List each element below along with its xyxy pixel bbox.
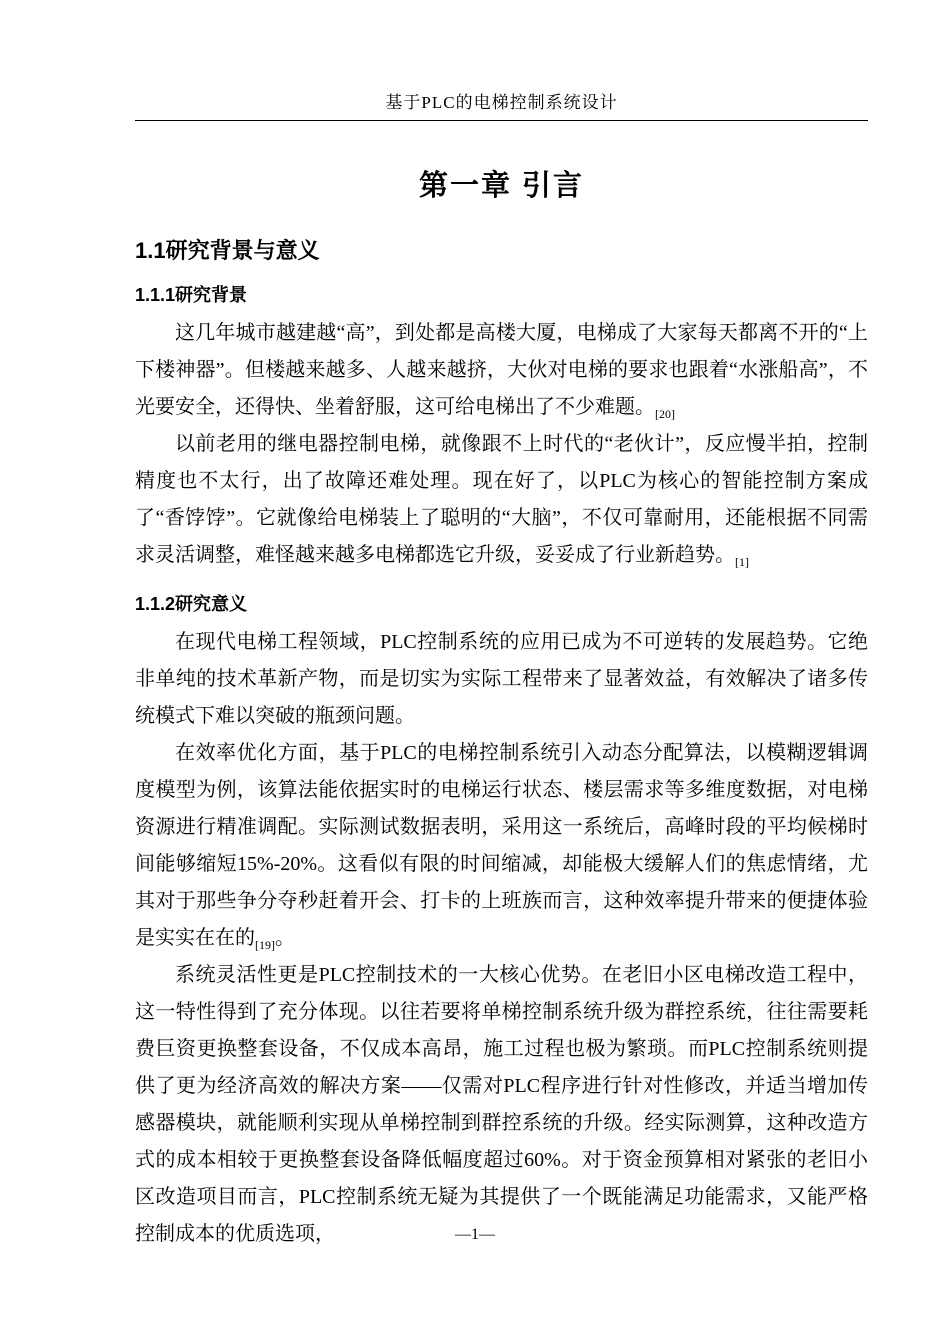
page-header: [135, 88, 868, 121]
paragraph: 这几年城市越建越“高”，到处都是高楼大厦，电梯成了大家每天都离不开的“上下楼神器”。但楼越来越多、人越来越挤，大伙对电梯的要求也跟着“水涨船高”，不光要安全，还得快、坐着舒服，这可给电梯出了不少难题。$_{[20]}$: [135, 322, 868, 421]
paragraph: 系统灵活性更是PLC控制技术的一大核心优势。在老旧小区电梯改造工程中，这一特性得到了充分体现。以往若要将单梯控制系统升级为群控系统，往往需要耗费巨资更换整套设备，不仅成本高昂，施工过程也极为繁琐。而PLC控制系统则提供了更为经济高效的解决方案——仅需对PLC程序进行针对性修改，并适当增加传感器模块，就能顺利实现从单梯控制到群控系统的升级。经实际测算，这种改造方式的成本相较于更换整套设备降低幅度超过60%。对于资金预算相对紧张的老旧小区改造项目而言，PLC控制系统无疑为其提供了一个既能满足功能需求，又能严格控制成本的优质选项，: [135, 964, 868, 1245]
citation-marker: [20]: [655, 407, 675, 421]
citation-marker: [19]: [255, 938, 275, 952]
citation-marker: [1]: [735, 555, 749, 569]
page-number: —1—: [455, 1226, 495, 1243]
chapter-title: 第一章 引言: [418, 170, 585, 202]
paragraph: 在现代电梯工程领域，PLC控制系统的应用已成为不可逆转的发展趋势。它绝非单纯的技术革新产物，而是切实为实际工程带来了显著效益，有效解决了诸多传统模式下难以突破的瓶颈问题。: [135, 631, 868, 727]
paragraph: 以前老用的继电器控制电梯，就像跟不上时代的“老伙计”，反应慢半拍，控制精度也不太行，出了故障还难处理。现在好了，以PLC为核心的智能控制方案成了“香饽饽”。它就像给电梯装上了聪明的“大脑”，不仅可靠耐用，还能根据不同需求灵活调整，难怪越来越多电梯都选它升级，妥妥成了行业新趋势。$_{[1]}$: [135, 433, 868, 569]
heading1: 1.1研究背景与意义: [135, 238, 320, 263]
heading2: 1.1.2研究意义: [135, 594, 248, 614]
running-title: 基于PLC的电梯控制系统设计: [385, 93, 618, 112]
page-footer: [0, 1226, 950, 1244]
document-body: [135, 135, 868, 1253]
paragraph: 在效率优化方面，基于PLC的电梯控制系统引入动态分配算法，以模糊逻辑调度模型为例，该算法能依据实时的电梯运行状态、楼层需求等多维度数据，对电梯资源进行精准调配。实际测试数据表明，采用这一系统后，高峰时段的平均候梯时间能够缩短15%-20%。这看似有限的时间缩减，却能极大缓解人们的焦虑情绪，尤其对于那些争分夺秒赶着开会、打卡的上班族而言，这种效率提升带来的便捷体验是实实在在的$_{[19]}$。: [135, 742, 868, 952]
heading2: 1.1.1研究背景: [135, 285, 248, 305]
